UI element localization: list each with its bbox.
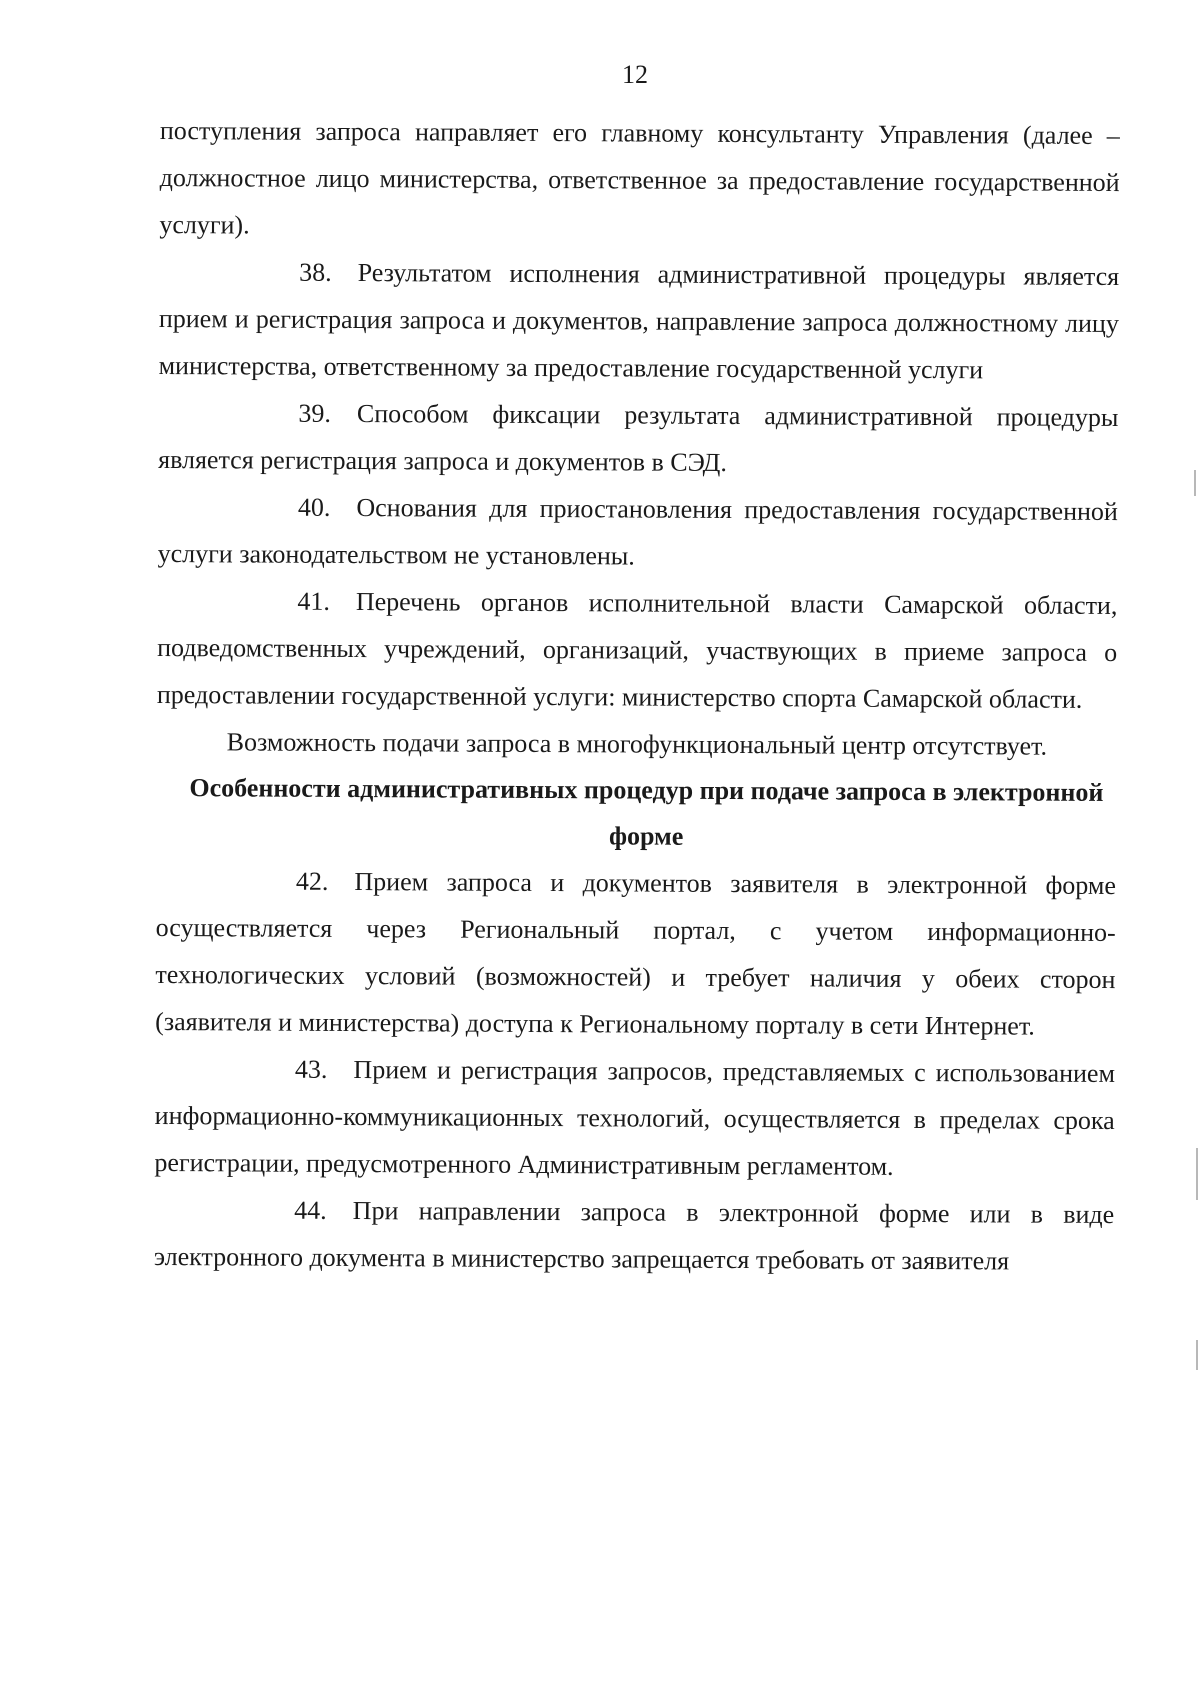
paragraph-40 [158, 483, 1118, 582]
paragraph-text: Прием запроса и документов заявителя в электронной форме осуществляется через Региональный портал, с учетом информационно-технологических условий (возможностей) и требует наличия у обеих сторон (заявителя и министерства) доступа к Региональному порталу в сети Интернет. [155, 867, 1117, 1041]
paragraph-41-continued: Возможность подачи запроса в многофункциональный центр отсутствует. [226, 727, 1048, 761]
page-number: 12 [622, 60, 648, 89]
paragraph-41 [157, 577, 1118, 723]
scan-artifact-mark [1194, 470, 1196, 496]
paragraph-number: 41. [297, 586, 330, 616]
scan-artifact-mark [1196, 1148, 1198, 1200]
paragraph-44 [154, 1186, 1114, 1285]
paragraph-number: 44. [294, 1195, 327, 1225]
paragraph-number: 42. [295, 866, 329, 896]
paragraph-38 [159, 248, 1120, 394]
section-heading: Особенности административных процедур при подаче запроса в электронной форме [189, 773, 1104, 851]
paragraph-number: 40. [297, 492, 331, 522]
document-body [154, 107, 1120, 1285]
paragraph-text: При направлении запроса в электронной форме или в виде электронного документа в министерство запрещается требовать от заявителя [153, 1196, 1115, 1276]
paragraph-continuation: поступления запроса направляет его главному консультанту Управления (далее – должностное лицо министерства, ответственное за предоставление государственной услуги). [159, 115, 1120, 240]
paragraph-text: Результатом исполнения административной процедуры является прием и регистрация запроса и документов, направление запроса должностному лицу министерства, ответственному за предоставление государственной услуги [158, 258, 1120, 385]
scan-artifact-mark [1196, 1340, 1198, 1370]
paragraph-text: Способом фиксации результата административной процедуры является регистрация запроса и документов в СЭД. [158, 399, 1119, 477]
paragraph-39 [158, 389, 1118, 488]
paragraph-42 [155, 857, 1116, 1050]
paragraph-number: 43. [294, 1054, 328, 1084]
paragraph-number: 38. [299, 257, 332, 287]
paragraph-text: Основания для приостановления предоставления государственной услуги законодательством не установлены. [157, 493, 1118, 571]
paragraph-text: Перечень органов исполнительной власти Самарской области, подведомственных учреждений, организаций, участвующих в приеме запроса о предоставлении государственной услуги: министерство спорта Самарской области. [156, 587, 1118, 714]
paragraph-number: 39. [298, 398, 331, 428]
paragraph-43 [154, 1045, 1115, 1191]
paragraph-text: Прием и регистрация запросов, представляемых с использованием информационно-коммуникационных технологий, осуществляется в пределах срока регистрации, предусмотренного Административным регламентом. [154, 1055, 1116, 1181]
